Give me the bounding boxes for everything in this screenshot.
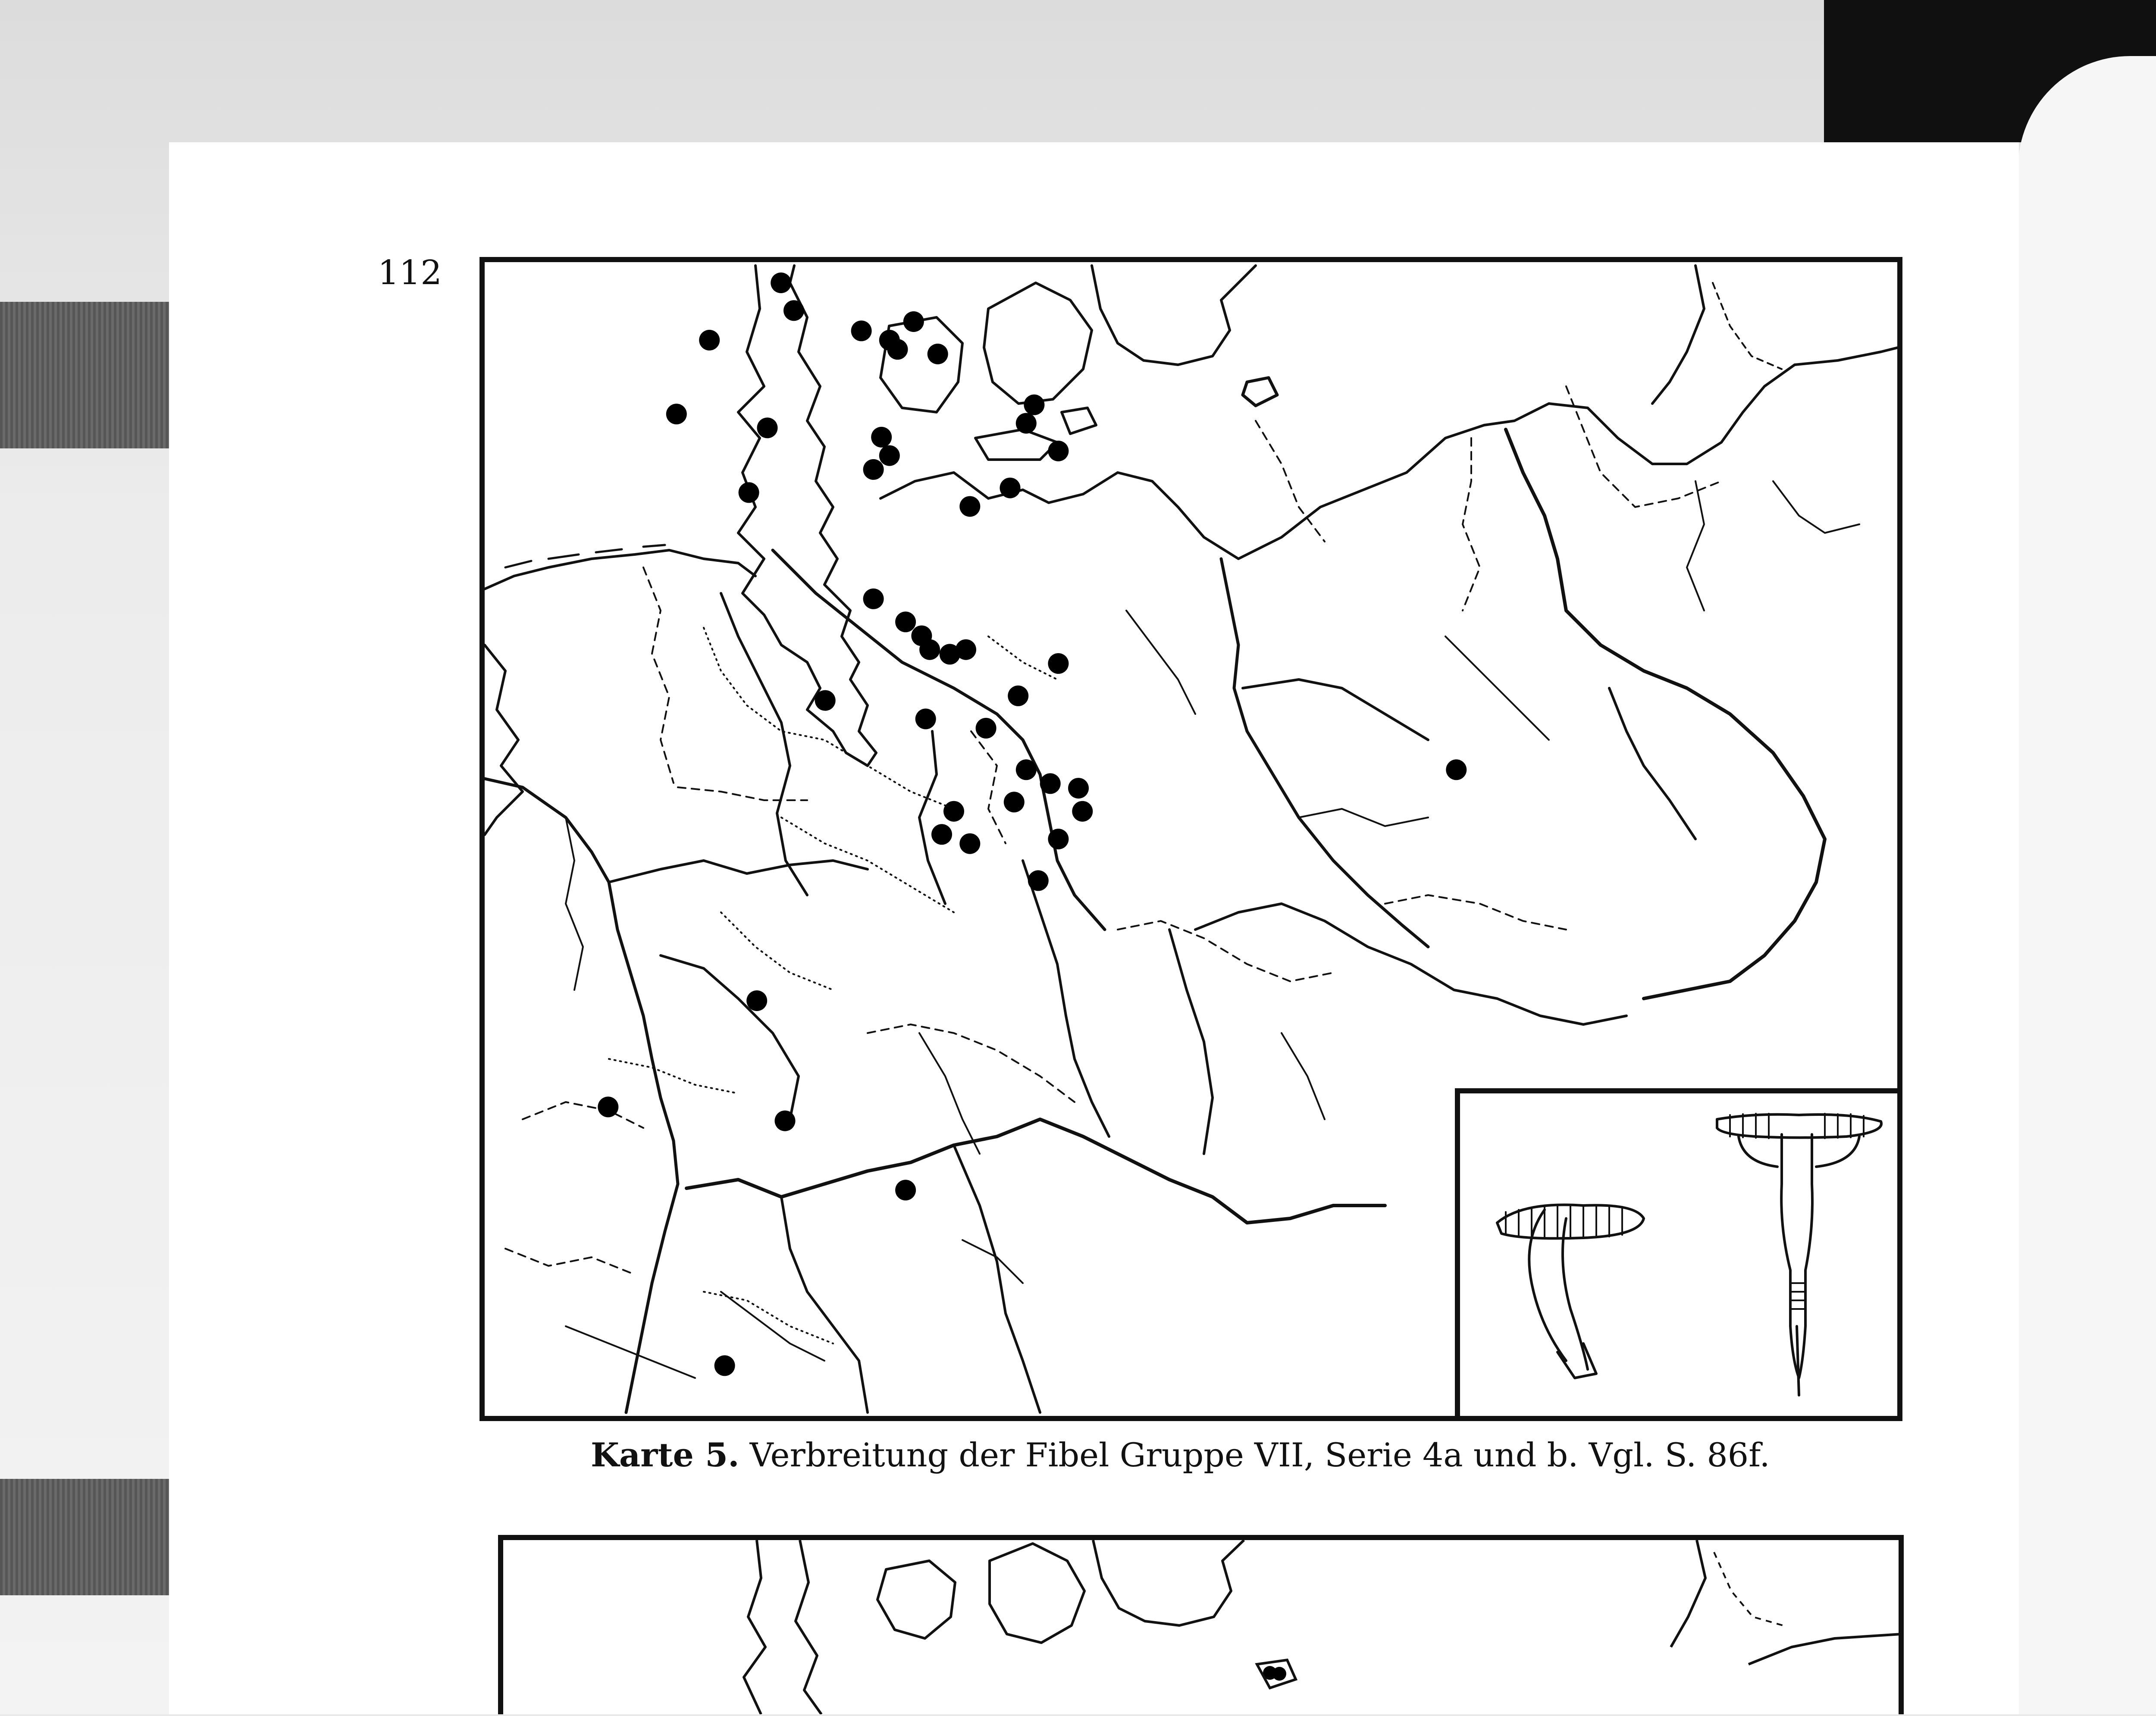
find-spot-8 xyxy=(903,311,924,332)
find-spot-11 xyxy=(879,445,900,466)
find-spot-33 xyxy=(931,824,952,845)
find-spot-24 xyxy=(956,639,976,660)
find-spot-36 xyxy=(1072,801,1093,822)
find-spot-38 xyxy=(915,708,936,729)
inset-border xyxy=(1457,1091,1900,1419)
find-spot-41 xyxy=(598,1096,618,1117)
find-spot-12 xyxy=(863,459,884,480)
find-spot-17 xyxy=(1000,478,1021,498)
find-spot-30 xyxy=(1040,773,1061,794)
find-spot-34 xyxy=(959,833,980,854)
find-spot-18 xyxy=(959,496,980,517)
map-6-find-spots xyxy=(1263,1666,1286,1681)
find-spot-32 xyxy=(943,801,964,822)
find-spot-14 xyxy=(1016,413,1037,434)
binding-tab-top xyxy=(0,302,196,448)
caption-label: Karte 5. xyxy=(591,1436,740,1474)
find-spot-45 xyxy=(1446,759,1467,780)
map-caption xyxy=(591,1436,1770,1474)
find-spot-28 xyxy=(976,718,997,739)
find-spot-9 xyxy=(887,339,908,360)
map-6-drawing xyxy=(498,1535,1904,1714)
find-spot-10 xyxy=(928,344,948,364)
find-spot-3 xyxy=(666,404,687,424)
find-spot-27 xyxy=(1048,653,1069,674)
find-spot-39 xyxy=(1004,792,1025,812)
find-spot-25 xyxy=(1008,686,1028,706)
find-spot-31 xyxy=(1068,778,1089,799)
fibula-inset xyxy=(1457,1091,1900,1419)
distribution-map-5 xyxy=(479,257,1902,1421)
binding-tab-bottom xyxy=(0,1479,172,1595)
find-spot-19 xyxy=(863,589,884,609)
find-spot-37 xyxy=(1048,829,1069,849)
find-spot-26 xyxy=(919,639,940,660)
find-spot-22 xyxy=(815,690,836,711)
page-number: 112 xyxy=(378,254,442,292)
find-spot-35 xyxy=(1028,870,1049,891)
find-spot-15 xyxy=(1024,395,1044,415)
find-spot-43 xyxy=(895,1180,916,1200)
find-spot-5 xyxy=(757,417,778,438)
find-spot-2 xyxy=(699,330,720,351)
caption-text: Verbreitung der Fibel Gruppe VII, Serie 4a und b. Vgl. S. 86f. xyxy=(749,1436,1770,1474)
find-spot-20 xyxy=(895,611,916,632)
find-spot-1 xyxy=(783,300,804,321)
find-spot-13 xyxy=(871,427,892,448)
find-spot-6 xyxy=(851,320,872,341)
find-spot-42 xyxy=(775,1111,796,1131)
find-spot-40 xyxy=(746,990,767,1011)
find-spot-16 xyxy=(1048,441,1069,461)
find-spot-0 xyxy=(771,272,791,293)
map-drawing xyxy=(479,257,1902,1421)
distribution-map-6-partial xyxy=(498,1535,1904,1714)
find-spot-4 xyxy=(739,482,759,503)
find-spot-44 xyxy=(714,1355,735,1376)
find-spot-29 xyxy=(1016,759,1037,780)
next-sheet-edge xyxy=(2018,56,2156,1714)
